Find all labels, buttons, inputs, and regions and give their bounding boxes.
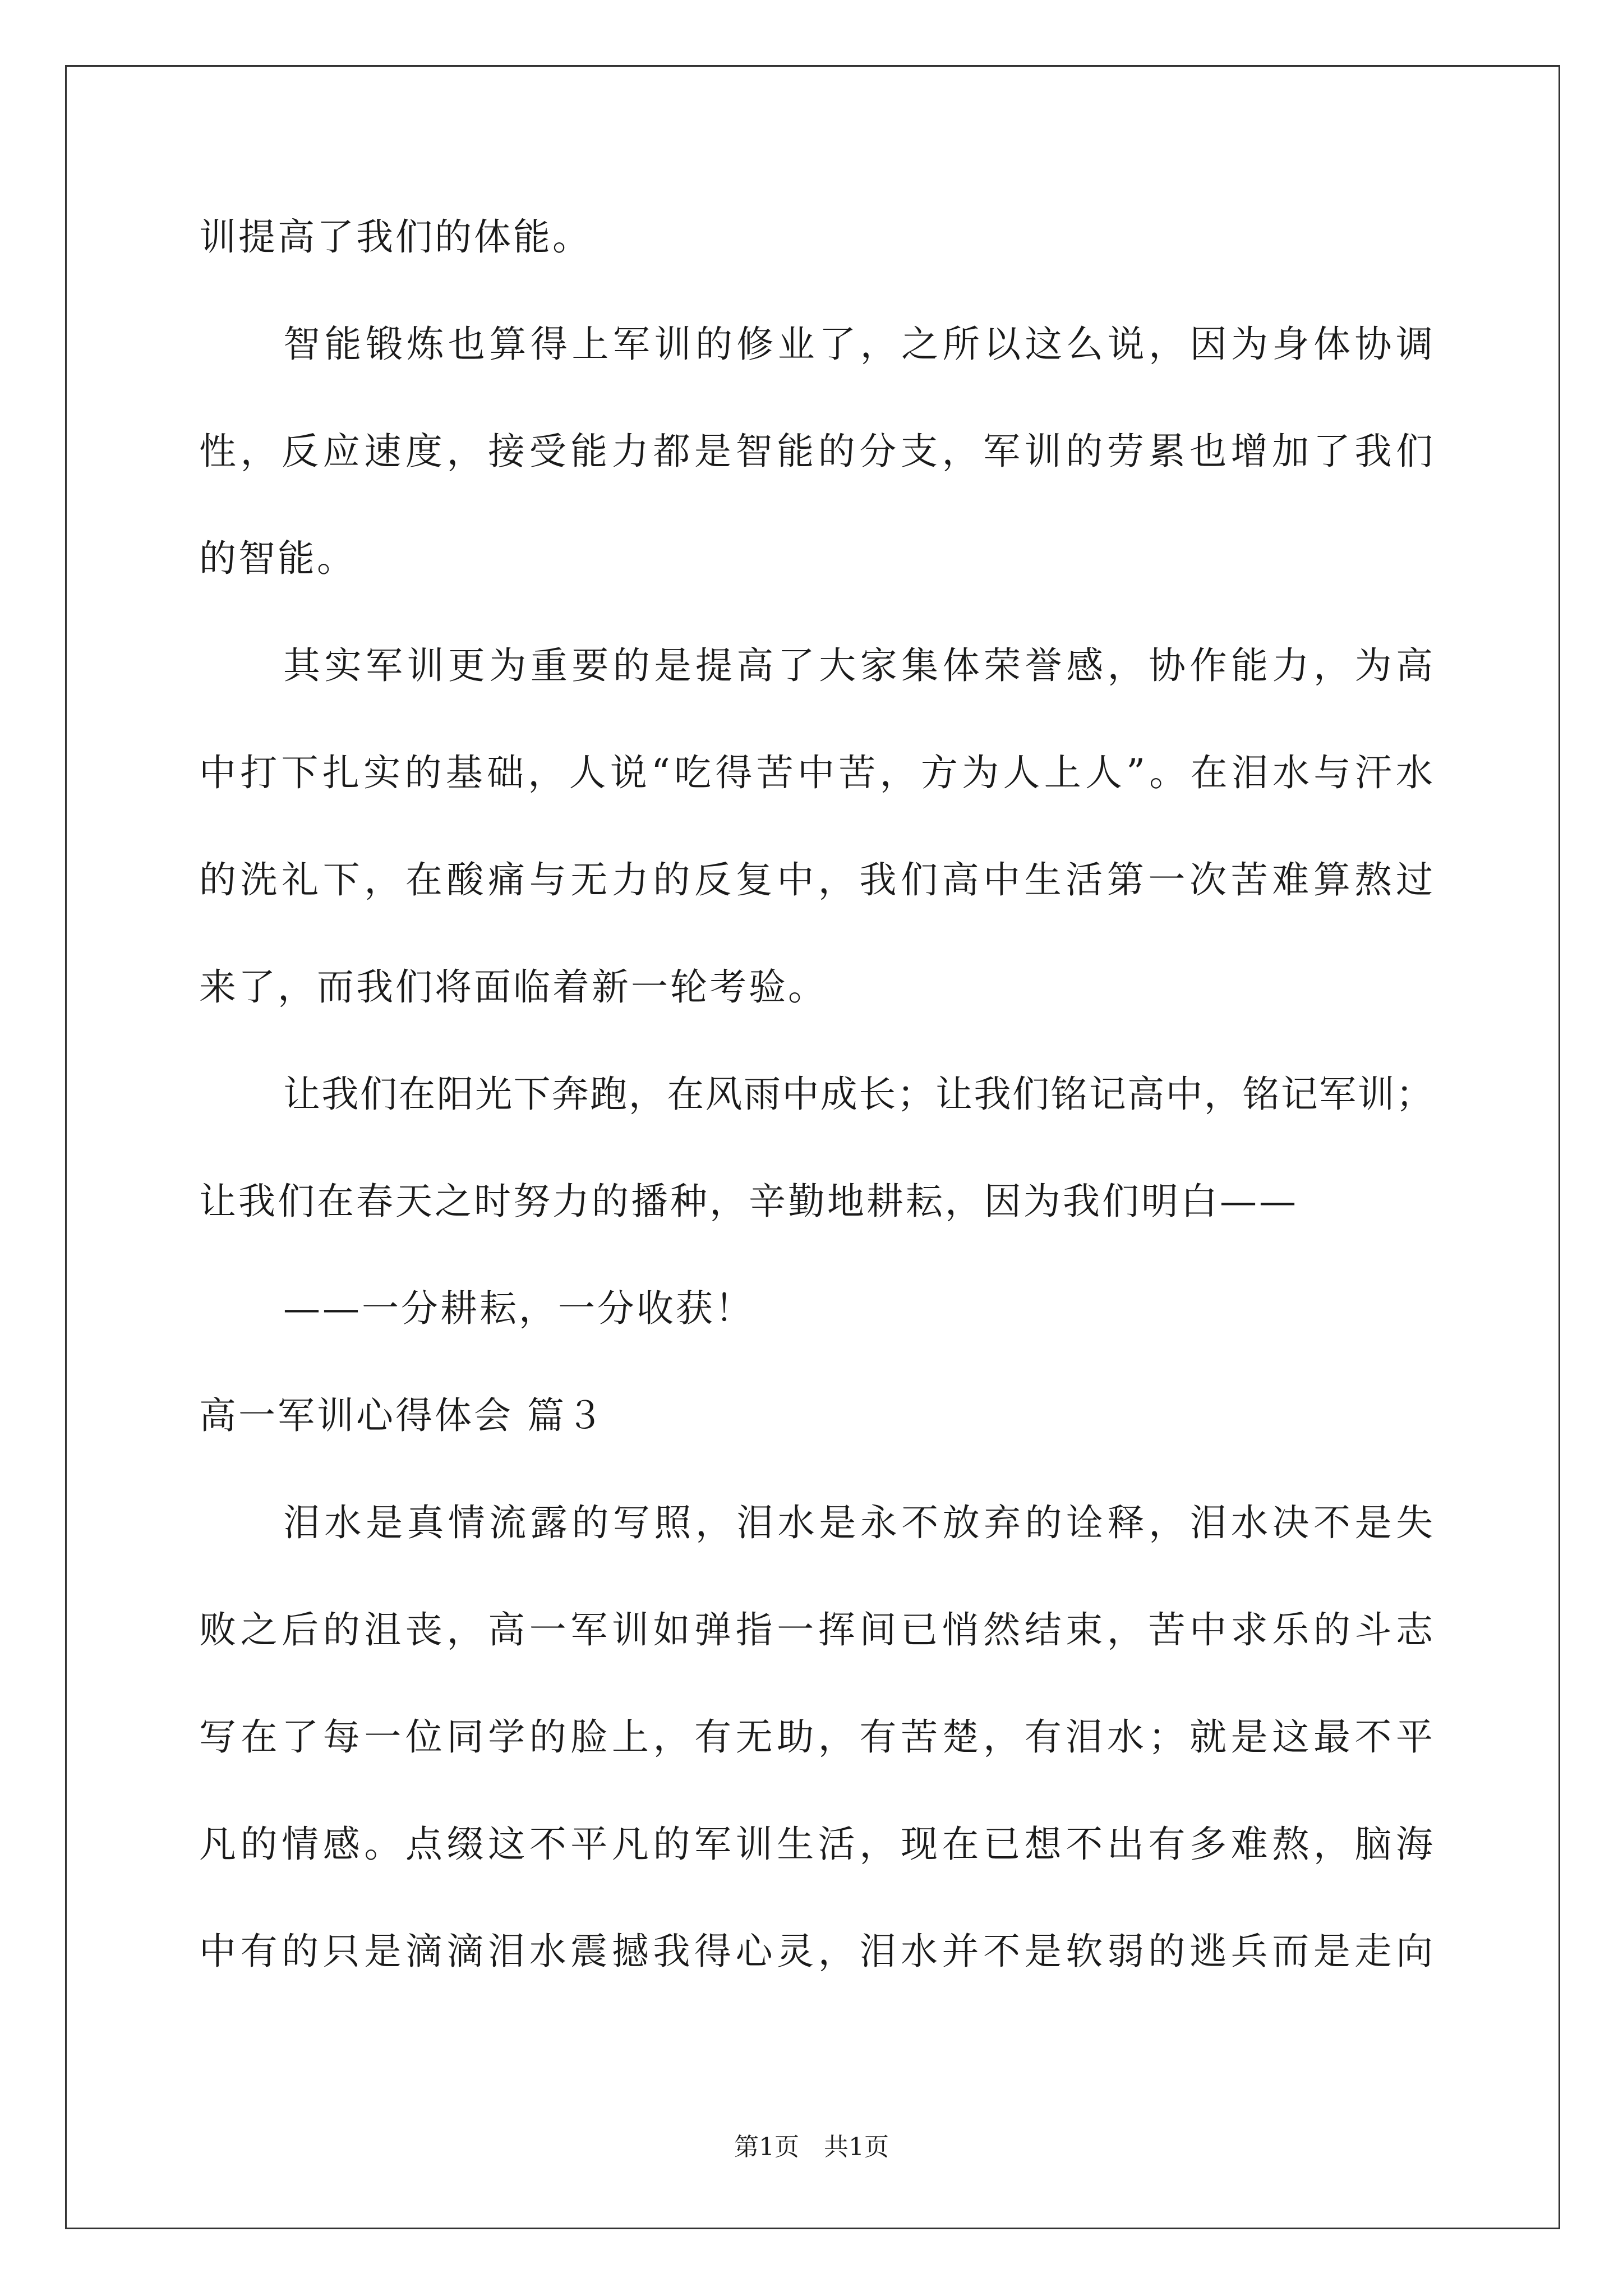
text-line: 中打下扎实的基础，人说“吃得苦中苦，方为人上人”。在泪水与汗水 (199, 751, 1433, 794)
text-line: 凡的情感。点缀这不平凡的军训生活，现在已想不出有多难熬，脑海 (199, 1823, 1433, 1866)
paragraph-start-line: 其实军训更为重要的是提高了大家集体荣誉感，协作能力，为高 (283, 644, 1433, 687)
text-line: 性，反应速度，接受能力都是智能的分支，军训的劳累也增加了我们 (199, 430, 1433, 473)
text-line: 中有的只是滴滴泪水震撼我得心灵，泪水并不是软弱的逃兵而是走向 (199, 1930, 1433, 1973)
text-line: 的洗礼下，在酸痛与无力的反复中，我们高中生活第一次苦难算熬过 (199, 858, 1433, 901)
closing-line: ——一分耕耘，一分收获！ (283, 1287, 754, 1330)
paragraph-start-line: 让我们在阳光下奔跑，在风雨中成长；让我们铭记高中，铭记军训； (283, 1073, 1433, 1116)
paragraph-start-line: 泪水是真情流露的写照，泪水是永不放弃的诠释，泪水决不是失 (283, 1501, 1433, 1544)
paragraph-start-line: 智能锻炼也算得上军训的修业了，之所以这么说，因为身体协调 (283, 323, 1433, 366)
document-body (199, 210, 1433, 2032)
section-heading: 高一军训心得体会 篇３ (199, 1394, 606, 1437)
text-line: 训提高了我们的体能。 (199, 215, 592, 259)
text-line: 让我们在春天之时努力的播种，辛勤地耕耘，因为我们明白—— (199, 1180, 1298, 1223)
text-line: 的智能。 (199, 537, 356, 580)
text-line: 写在了每一位同学的脸上，有无助，有苦楚，有泪水；就是这最不平 (199, 1715, 1433, 1759)
page-footer: 第1页 共1页 (734, 2133, 889, 2161)
text-line: 来了，而我们将面临着新一轮考验。 (199, 965, 827, 1009)
text-line: 败之后的沮丧，高一军训如弹指一挥间已悄然结束，苦中求乐的斗志 (199, 1608, 1433, 1651)
